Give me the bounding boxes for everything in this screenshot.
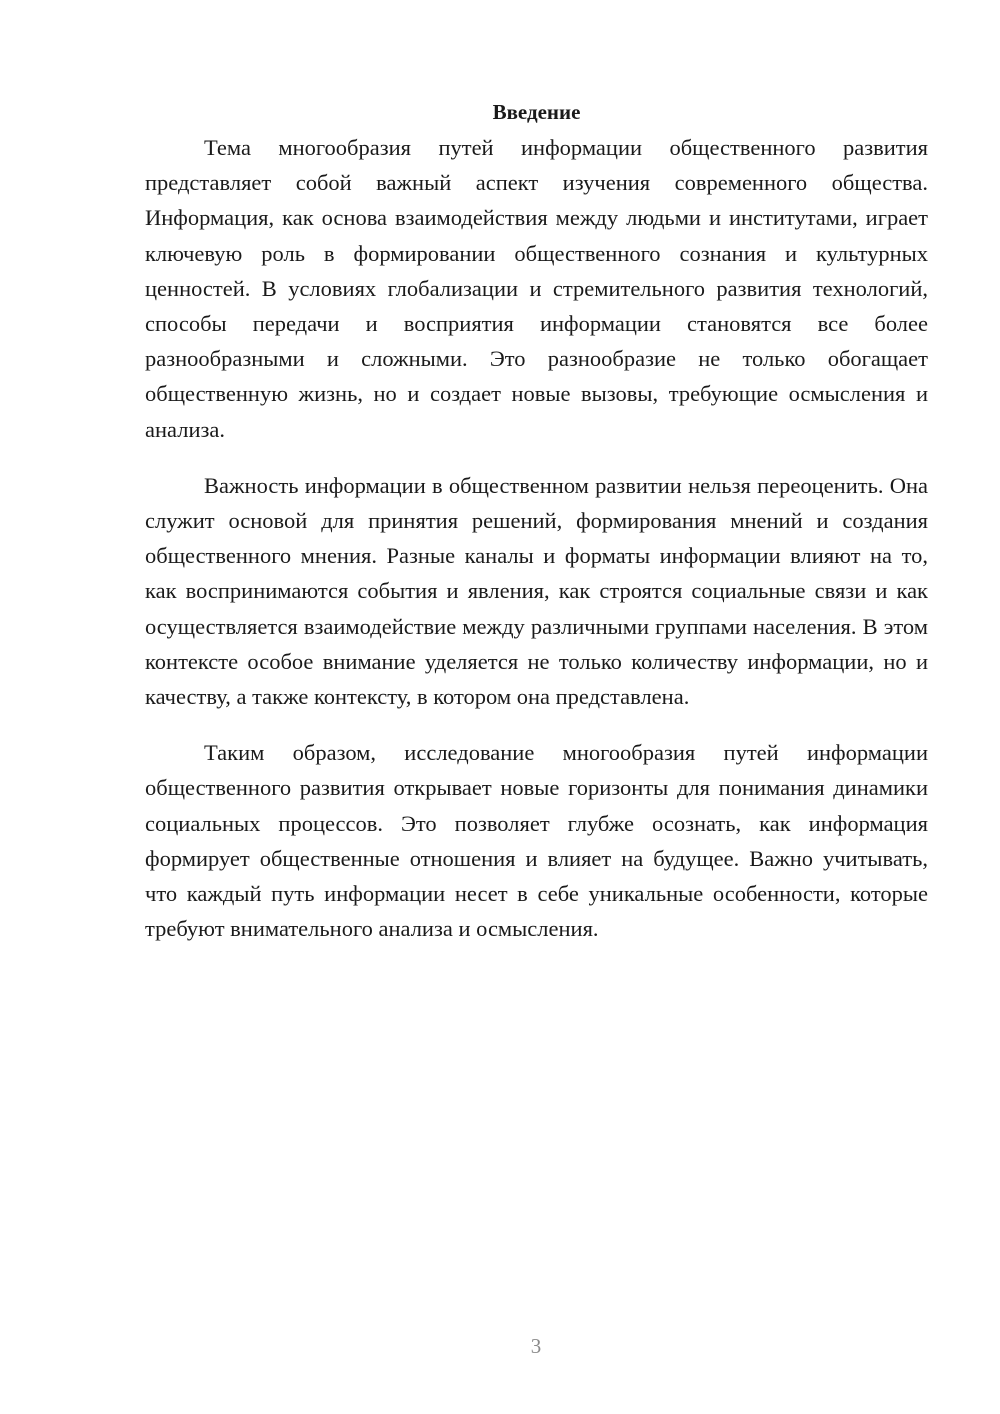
paragraph-1: Тема многообразия путей информации общественного развития представляет собой важный аспект изучения современного общества. Информация, как основа взаимодействия между людьми и институтами, играет ключевую роль в формировании общественного сознания и культурных ценностей. В условиях глобализации и стремительного развития технологий, способы передачи и восприятия информации становятся все более разнообразными и сложными. Это разнообразие не только обогащает общественную жизнь, но и создает новые вызовы, требующие осмысления и анализа. bbox=[145, 135, 928, 442]
paragraph-3: Таким образом, исследование многообразия путей информации общественного развития открывает новые горизонты для понимания динамики социальных процессов. Это позволяет глубже осознать, как информация формирует общественные отношения и влияет на будущее. Важно учитывать, что каждый путь информации несет в себе уникальные особенности, которые требуют внимательного анализа и осмысления. bbox=[145, 740, 928, 942]
paragraph-2: Важность информации в общественном развитии нельзя переоценить. Она служит основой для принятия решений, формирования мнений и создания общественного мнения. Разные каналы и форматы информации влияют на то, как воспринимаются события и явления, как строятся социальные связи и как осуществляется взаимодействие между различными группами населения. В этом контексте особое внимание уделяется не только количеству информации, но и качеству, а также контексту, в котором она представлена. bbox=[145, 472, 928, 710]
document-body bbox=[145, 95, 928, 946]
page-number: 3 bbox=[530, 1334, 542, 1358]
section-heading: Введение bbox=[492, 100, 581, 124]
